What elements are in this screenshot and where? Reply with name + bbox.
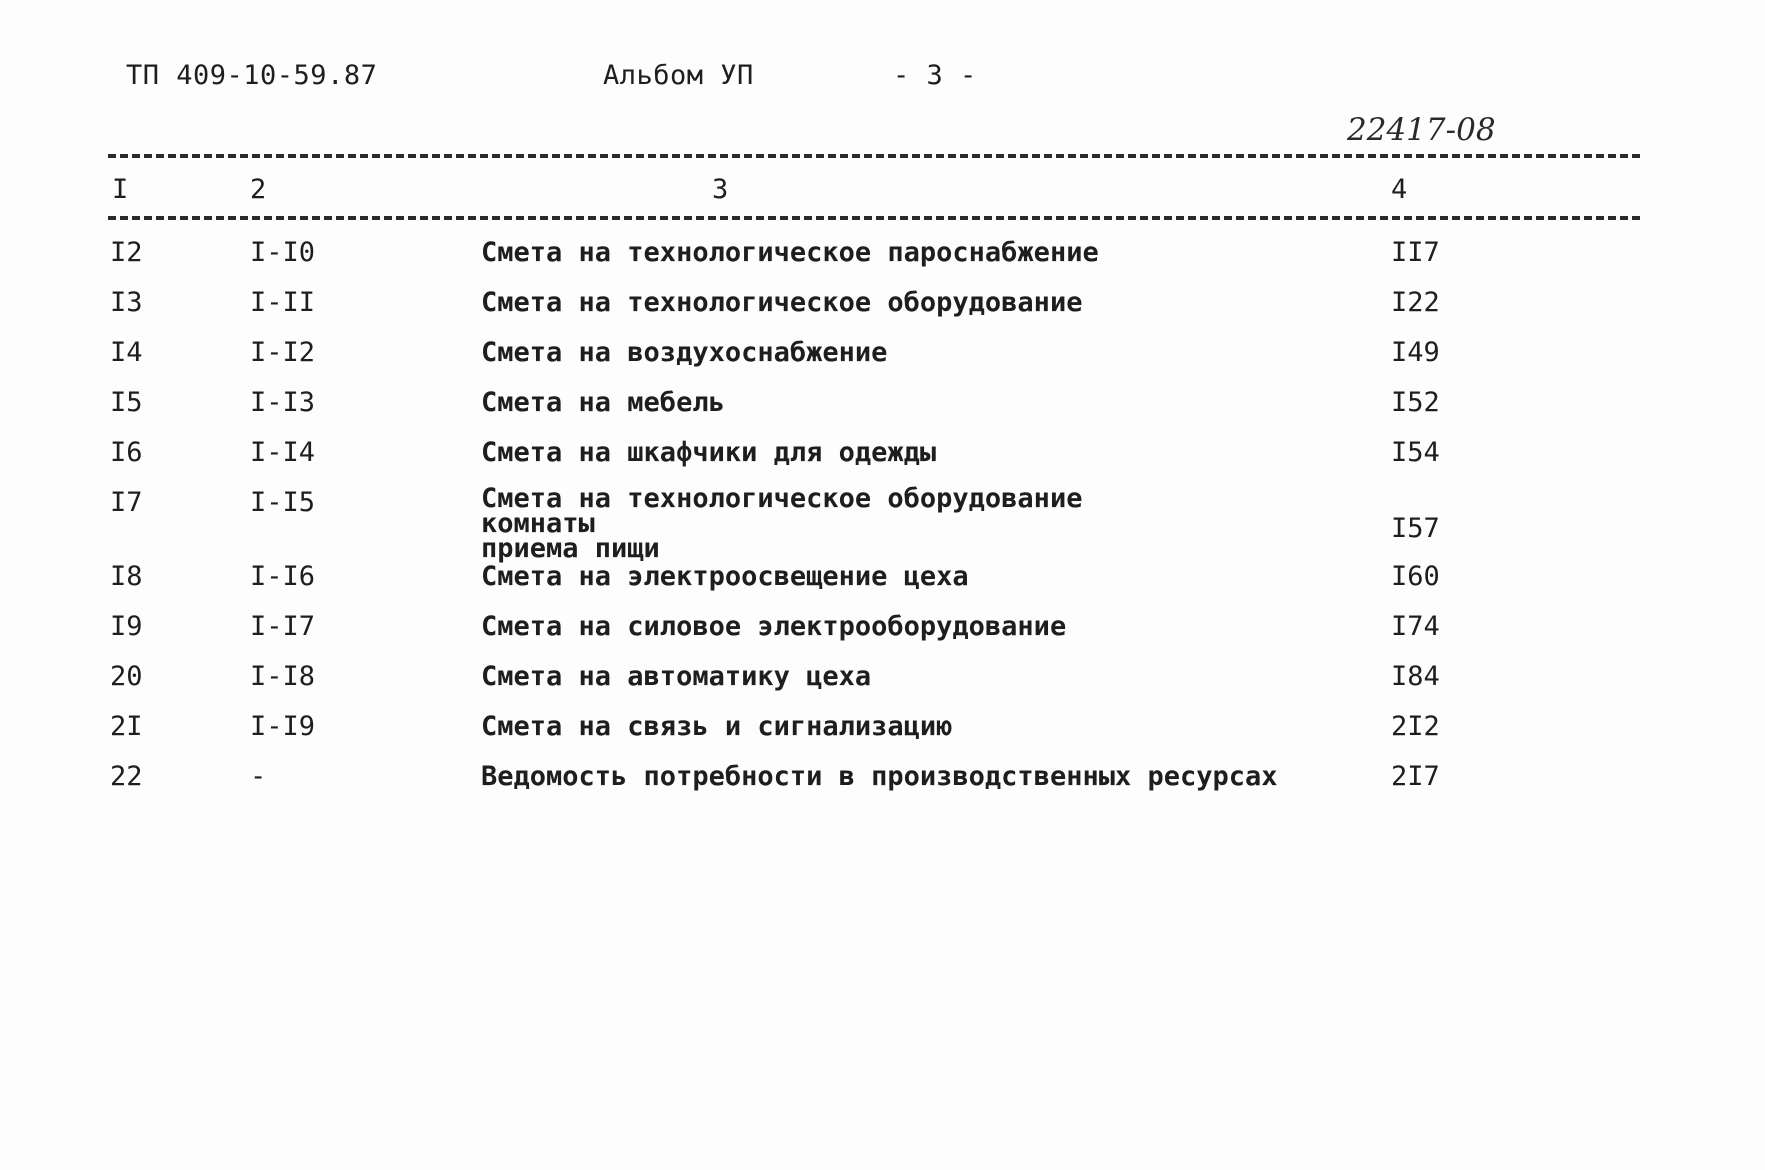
row-title: Смета на связь и сигнализацию	[481, 711, 953, 742]
row-title: Смета на технологическое пароснабжение	[481, 237, 1099, 268]
table-row	[0, 436, 1765, 486]
table-row	[0, 336, 1765, 386]
table-row	[0, 760, 1765, 810]
table-row	[0, 560, 1765, 610]
row-page: I22	[1391, 287, 1440, 318]
row-title: Смета на технологическое оборудование	[481, 287, 1083, 318]
dashed-rule-header	[108, 216, 1640, 220]
column-header-3: 3	[712, 174, 729, 205]
column-header-4: 4	[1391, 174, 1408, 205]
dashed-rule-top	[108, 154, 1640, 158]
row-code: I-I6	[250, 561, 316, 592]
table-row	[0, 660, 1765, 710]
row-number: I3	[110, 287, 143, 318]
row-number: I8	[110, 561, 143, 592]
album-title: Альбом УП	[603, 60, 754, 91]
row-page: I54	[1391, 437, 1440, 468]
row-code: I-II	[250, 287, 316, 318]
row-title: Смета на воздухоснабжение	[481, 337, 888, 368]
row-number: I5	[110, 387, 143, 418]
row-title: Смета на электроосвещение цеха	[481, 561, 969, 592]
row-title: Смета на мебель	[481, 387, 725, 418]
row-title	[481, 483, 1201, 564]
table-row	[0, 483, 1765, 564]
row-number: I9	[110, 611, 143, 642]
row-page: I57	[1391, 513, 1440, 544]
row-code: I-I5	[250, 487, 316, 518]
row-code: I-I2	[250, 337, 316, 368]
row-title: Смета на шкафчики для одежды	[481, 437, 937, 468]
table-row	[0, 610, 1765, 660]
row-page: I74	[1391, 611, 1440, 642]
row-title-line-1: Смета на технологическое оборудование комнаты	[481, 483, 1083, 539]
row-number: 2I	[110, 711, 143, 742]
row-number: I6	[110, 437, 143, 468]
row-number: I2	[110, 237, 143, 268]
row-code: I-I3	[250, 387, 316, 418]
row-number: I4	[110, 337, 143, 368]
column-header-2: 2	[250, 174, 267, 205]
row-page: I49	[1391, 337, 1440, 368]
row-number: 22	[110, 761, 143, 792]
row-page: II7	[1391, 237, 1440, 268]
table-row	[0, 236, 1765, 286]
row-code: I-I9	[250, 711, 316, 742]
row-page: 2I7	[1391, 761, 1440, 792]
row-code: I-I4	[250, 437, 316, 468]
table-body	[0, 236, 1765, 810]
handwritten-number: 22417-08	[1347, 112, 1496, 148]
table-row	[0, 286, 1765, 336]
row-title: Ведомость потребности в производственных ресурсах	[481, 761, 1278, 792]
row-title-line-2: приема пищи	[481, 533, 660, 564]
row-code: I-I8	[250, 661, 316, 692]
row-page: 2I2	[1391, 711, 1440, 742]
row-code: I-I0	[250, 237, 316, 268]
table-row	[0, 710, 1765, 760]
row-page: I84	[1391, 661, 1440, 692]
row-code: I-I7	[250, 611, 316, 642]
page-number: - 3 -	[893, 60, 977, 91]
document-code: ТП 409-10-59.87	[126, 60, 378, 91]
row-title: Смета на автоматику цеха	[481, 661, 872, 692]
row-code: -	[250, 761, 267, 792]
row-title: Смета на силовое электрооборудование	[481, 611, 1067, 642]
row-page: I60	[1391, 561, 1440, 592]
column-header-1: I	[112, 174, 129, 205]
table-row	[0, 386, 1765, 436]
row-number: I7	[110, 487, 143, 518]
row-page: I52	[1391, 387, 1440, 418]
row-number: 20	[110, 661, 143, 692]
